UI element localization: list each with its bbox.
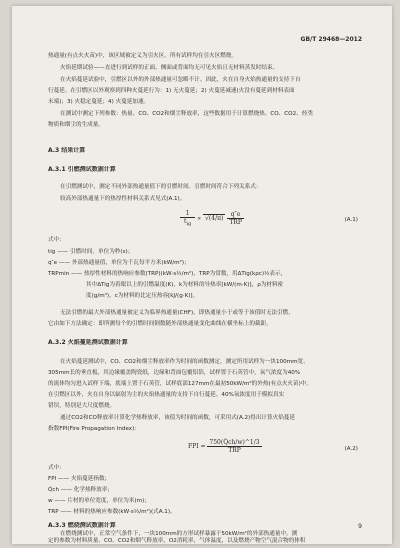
- text-line: 末端)；3) 火稳定蔓延；4) 火蔓延加速。: [48, 99, 150, 105]
- text-line: 305mm长的垂直板，其边缘覆盖陶瓷纸，边缘和背面包覆铝箔，试样置于石英管中，氧气浓度为40%: [48, 370, 301, 376]
- definition-line: w —— 片材的单位宽度，单位为米(m)；: [48, 498, 150, 504]
- equation-number: (A.1): [344, 217, 358, 223]
- text-line: 物质和烟尘的生成量。: [48, 122, 104, 128]
- eq2-lhs: FPI: [188, 443, 199, 450]
- text-line: 它由如下方法确定：即所测每个的引燃时间倒数随外部热通量变化曲线在横坐标上的截距。: [48, 321, 272, 327]
- text-line: 错误，特别是大尺度燃烧。: [48, 403, 116, 409]
- equation-number: (A.2): [344, 446, 358, 452]
- definition-line: q″e —— 外部热通量值，单位为千瓦每平方米(kW/m²)；: [48, 260, 190, 266]
- text-line: 指数FPI(Fire Propagation Index)：: [48, 426, 140, 432]
- definition-line: FPI —— 火焰蔓延指数；: [48, 476, 111, 482]
- document-page: [12, 6, 392, 544]
- definition-line: tig —— 引燃时间，单位为秒(s)；: [48, 249, 134, 255]
- text-line: 无法引燃的最大外部热通量被定义为临界热通量(CHF)，即热通量小于或等于该值时无法引燃，: [60, 310, 294, 316]
- definition-line: 度(g/m³)，c为材料的比定压热容[kJ/(g·K)]。: [86, 293, 199, 299]
- text-line: 热通量(有点火火苗)中，该区域被定义为引火区。所有试样均在引火区燃烧。: [48, 53, 237, 59]
- text-line: 在引燃测试中，测定不同外部热通量值下的引燃时间。引燃时间符合下列关系式：: [60, 184, 262, 190]
- text-line: 行蔓延。在引燃区以外观察到四种火蔓延行为：1) 无火蔓延；2) 火蔓延减速(火没有蔓延到材料表面: [48, 88, 295, 94]
- eq2-denominator: TRP: [228, 447, 241, 454]
- text-line: 在火焰蔓延测试中，CO、CO2和烟尘释放率作为时间的函数测定，测定所用试样为一块100mm宽、: [60, 359, 309, 365]
- eq1-denominator: TRP: [229, 219, 242, 227]
- section-heading: A.3.3 燃烧测试数据计算: [48, 522, 116, 529]
- definition-line: TRPmin —— 热厚性材料的热响应参数(TRP)(kW·s½/m²)，TRP为常数，用ΔTig(kρc)½表示，: [48, 271, 287, 277]
- definition-line: Q̇ch —— 化学热释放率；: [48, 487, 113, 493]
- section-heading: A.3 结果计算: [48, 147, 86, 154]
- section-heading: A.3.2 火焰蔓延测试数据计算: [48, 339, 128, 346]
- standard-number: GB/T 29468—2012: [300, 36, 362, 43]
- text-line: 火焰延期试验——直进行到试样的正面、侧面或背面均无可见火焰且无材料蒸发时结束。: [60, 65, 279, 71]
- text-line: 在引燃区以外，火在自身以辐射为主的火焰热通量的支持下自行蔓延。40%氧浓度用于模拟真实: [48, 392, 285, 398]
- text-line: 在燃烧测试中，正常空气条件下，一块100mm的方形试样暴露于50kW/m²的外部热通量中。测: [60, 531, 298, 537]
- text-line: 的流体均匀进入试样下端，底端上置于石英管，试样底部127mm在最初50kW/m²的外热(有点火火苗)中。: [48, 381, 312, 387]
- text-line: 定的参数为材料质量、CO、CO2和烟气释放率，O2消耗率，气体温度，以及燃烧产物空气混合物的体积: [48, 538, 306, 544]
- text-line: 在火焰蔓延试验中，引燃区以外的外部热通量可忽略不计。因此，火在自身火焰热通量的支持下自: [60, 77, 301, 83]
- definition-line: 其中ΔTig为着眼以上的引燃温度(K)，k为材料的导热率[kW/(m·K)]，ρ为材料密: [86, 282, 284, 288]
- section-heading: A.3.1 引燃测试数据计算: [48, 166, 116, 173]
- eq2-numerator: 750(Q̇ch/w)^1/3: [209, 439, 260, 446]
- text-line: 式中：: [48, 465, 65, 471]
- text-line: 通过CO2和CO释放率计算化学热释放率，该值为时间的函数，可采用式(A.2)得出计算火焰蔓延: [60, 415, 295, 421]
- equation-a2: FPI = $\frac{750(Q̇ch/w)\^{}1/3}{\text{TRP}}$: [188, 439, 260, 454]
- text-line: 较高外部热通量下的热厚性材料关系式见式(A.1)。: [60, 196, 186, 202]
- equation-a1: $\frac{1}{t_{ig}}$ ∝ √(4/π) $\frac{q''e}{\text{TRP}}$: [180, 210, 244, 227]
- definition-line: TRP —— 材料的热响应参数(kW·s½/m²)(式A.1)。: [48, 509, 176, 515]
- eq1-numerator: q″e: [227, 211, 244, 219]
- page-number: 9: [358, 523, 362, 530]
- text-line: 式中：: [48, 237, 65, 243]
- text-line: 在测试中测定下列参数：热量、CO、CO2和烟尘释放率，这些数据用于计算燃烧热、CO、CO2、烃类: [60, 111, 313, 117]
